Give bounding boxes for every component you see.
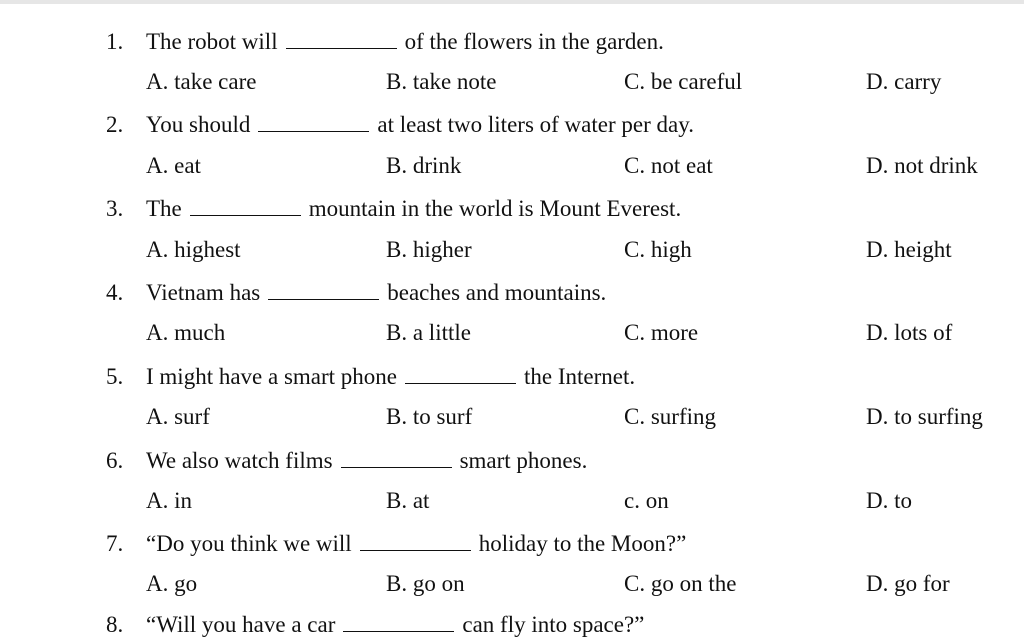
option-a: A. surf xyxy=(146,404,210,429)
option-b: B. go on xyxy=(386,571,465,596)
answer-blank xyxy=(343,612,454,632)
question-text xyxy=(146,529,686,559)
answer-blank xyxy=(268,280,379,300)
question-text-before: You should xyxy=(146,112,251,137)
option-c: C. not eat xyxy=(624,153,713,178)
option-b: B. take note xyxy=(386,69,497,94)
question-number: 2. xyxy=(106,112,124,137)
option-b: B. higher xyxy=(386,237,472,262)
option-b: B. drink xyxy=(386,153,462,178)
option-d: D. lots of xyxy=(866,320,953,345)
option-a: A. much xyxy=(146,320,226,345)
question-number: 7. xyxy=(106,531,124,556)
question-number: 1. xyxy=(106,29,124,54)
question-text-before: The robot will xyxy=(146,29,278,54)
question-text xyxy=(146,362,635,392)
question-text-before: “Do you think we will xyxy=(146,531,352,556)
question-text-after: at least two liters of water per day. xyxy=(377,112,694,137)
option-c: C. high xyxy=(624,237,692,262)
page-top-edge xyxy=(0,0,1024,4)
answer-blank xyxy=(190,196,301,216)
question-text xyxy=(146,27,664,57)
question-text-before: “Will you have a car xyxy=(146,612,336,637)
option-a: A. highest xyxy=(146,237,241,262)
option-d: D. to xyxy=(866,488,912,513)
option-c: C. surfing xyxy=(624,404,716,429)
question-number: 6. xyxy=(106,448,124,473)
question-text-after: smart phones. xyxy=(459,448,588,473)
question-text-before: Vietnam has xyxy=(146,280,261,305)
question-text xyxy=(146,278,606,308)
option-a: A. eat xyxy=(146,153,201,178)
question-text-after: mountain in the world is Mount Everest. xyxy=(308,196,682,221)
option-a: A. in xyxy=(146,488,192,513)
question-text xyxy=(146,110,694,140)
option-d: D. to surfing xyxy=(866,404,983,429)
option-d: D. not drink xyxy=(866,153,978,178)
answer-blank xyxy=(286,29,397,49)
option-d: D. carry xyxy=(866,69,942,94)
question-text-after: the Internet. xyxy=(524,364,636,389)
option-a: A. take care xyxy=(146,69,257,94)
option-c: C. more xyxy=(624,320,699,345)
option-a: A. go xyxy=(146,571,198,596)
question-text xyxy=(146,194,681,224)
question-text-after: of the flowers in the garden. xyxy=(404,29,664,54)
answer-blank xyxy=(405,364,516,384)
answer-blank xyxy=(258,112,369,132)
question-text-after: holiday to the Moon?” xyxy=(478,531,687,556)
question-text-before: I might have a smart phone xyxy=(146,364,398,389)
option-b: B. at xyxy=(386,488,430,513)
option-c: c. on xyxy=(624,488,669,513)
question-number: 8. xyxy=(106,612,124,637)
answer-blank xyxy=(341,448,452,468)
option-b: B. a little xyxy=(386,320,471,345)
question-number: 3. xyxy=(106,196,124,221)
question-text xyxy=(146,610,644,640)
question-text-before: We also watch films xyxy=(146,448,333,473)
question-text-before: The xyxy=(146,196,182,221)
option-d: D. go for xyxy=(866,571,950,596)
question-text-after: can fly into space?” xyxy=(462,612,645,637)
question-number: 5. xyxy=(106,364,124,389)
question-text-after: beaches and mountains. xyxy=(387,280,607,305)
question-number: 4. xyxy=(106,280,124,305)
option-d: D. height xyxy=(866,237,952,262)
option-c: C. be careful xyxy=(624,69,743,94)
option-b: B. to surf xyxy=(386,404,473,429)
question-text xyxy=(146,446,587,476)
option-c: C. go on the xyxy=(624,571,737,596)
answer-blank xyxy=(360,531,471,551)
